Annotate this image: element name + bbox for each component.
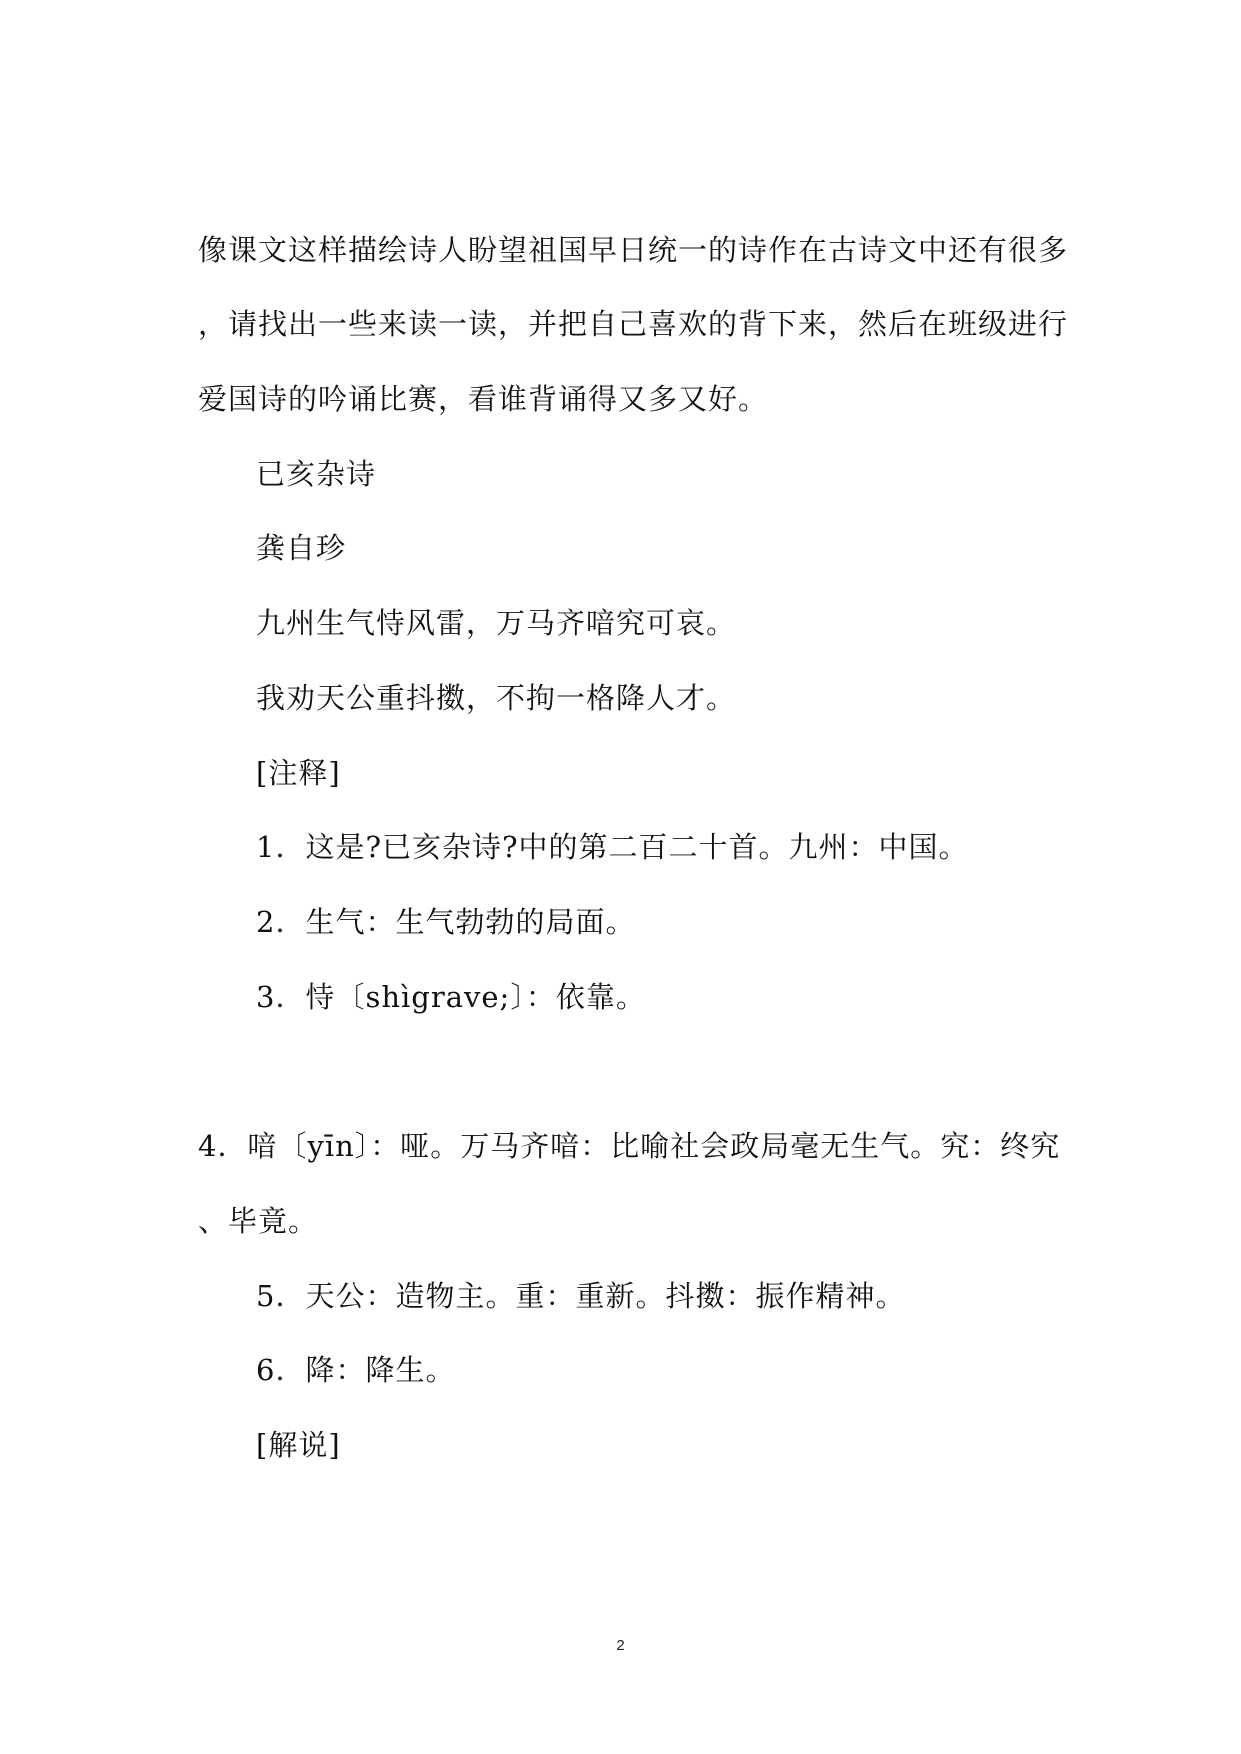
poem-line-2: 我劝天公重抖擞，不拘一格降人才。 (256, 681, 737, 715)
note-4-line-2: 、毕竟。 (198, 1204, 319, 1238)
intro-line-2: ，请找出一些来读一读，并把自己喜欢的背下来，然后在班级进行 (198, 307, 1069, 341)
note-2: 2．生气：生气勃勃的局面。 (256, 905, 636, 939)
note-4-line-1: 4．喑〔yīn〕：哑。万马齐喑：比喻社会政局毫无生气。究：终究 (198, 1129, 1061, 1163)
note-6: 6．降：降生。 (256, 1353, 456, 1387)
note-1: 1．这是?已亥杂诗?中的第二百二十首。九州：中国。 (256, 830, 969, 864)
poem-title: 已亥杂诗 (256, 457, 377, 491)
intro-line-1: 像课文这样描绘诗人盼望祖国早日统一的诗作在古诗文中还有很多 (198, 233, 1069, 267)
poem-author: 龚自珍 (256, 531, 347, 565)
poem-line-1: 九州生气恃风雷，万马齐喑究可哀。 (256, 606, 737, 640)
intro-line-3: 爱国诗的吟诵比赛，看谁背诵得又多又好。 (198, 382, 769, 416)
notes-heading: [注释] (256, 756, 341, 790)
note-3: 3．恃〔shìgrave;〕：依靠。 (256, 980, 646, 1014)
page-number: 2 (616, 1637, 625, 1654)
explain-heading: [解说] (256, 1428, 341, 1462)
note-5: 5．天公：造物主。重：重新。抖擞：振作精神。 (256, 1279, 906, 1313)
